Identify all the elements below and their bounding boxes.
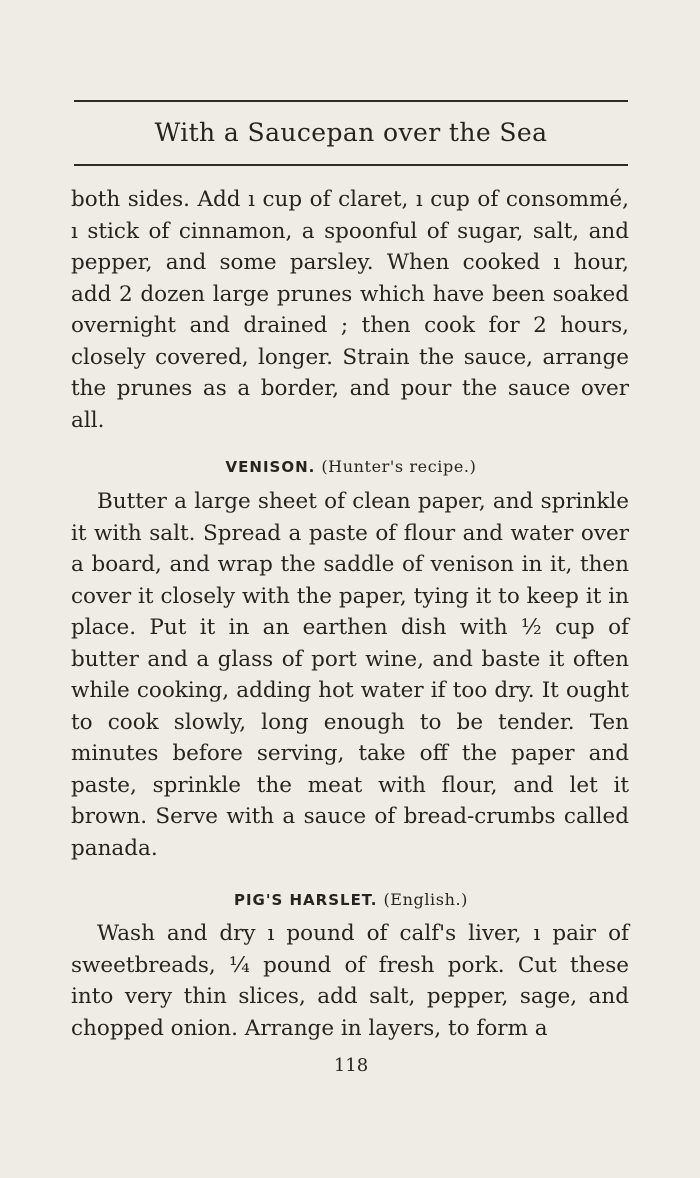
header-rule-top [74, 100, 628, 102]
recipe-heading-harslet [74, 888, 628, 912]
recipe-title-venison: VENISON. [225, 458, 316, 476]
running-head: With a Saucepan over the Sea [154, 118, 548, 147]
recipe-title-harslet: PIG'S HARSLET. [233, 891, 378, 909]
recipe-body-venison [71, 486, 629, 864]
page-number: 118 [333, 1055, 369, 1076]
recipe-text-harslet: Wash and dry ı pound of calf's liver, ı pair of sweetbreads, ¼ pound of fresh pork. Cut these into very thin slices, add salt, pepper, sage, and chopped onion. Arrange in layers, to form a [71, 921, 629, 1041]
continuation-paragraph [71, 184, 629, 436]
header-rule-bottom [74, 164, 628, 166]
recipe-text-venison: Butter a large sheet of clean paper, and sprinkle it with salt. Spread a paste of flour and water over a board, and wrap the saddle of venison in it, then cover it closely with the paper, tying it to keep it in place. Put it in an earthen dish with ½ cup of butter and a glass of port wine, and baste it often while cooking, adding hot water if too dry. It ought to cook slowly, long enough to be tender. Ten minutes before serving, take off the paper and paste, sprinkle the meat with flour, and let it brown. Serve with a sauce of bread-crumbs called panada. [71, 489, 629, 861]
recipe-note-venison: (Hunter's recipe.) [321, 457, 477, 476]
continuation-text: both sides. Add ı cup of claret, ı cup of consommé, ı stick of cinnamon, a spoonful of sugar, salt, and pepper, and some parsley. When cooked ı hour, add 2 dozen large prunes which have been soaked overnight and drained ; then cook for 2 hours, closely covered, longer. Strain the sauce, arrange the prunes as a border, and pour the sauce over all. [71, 187, 629, 433]
recipe-note-harslet: (English.) [383, 890, 469, 909]
recipe-body-harslet [71, 918, 629, 1044]
recipe-heading-venison [74, 455, 628, 479]
